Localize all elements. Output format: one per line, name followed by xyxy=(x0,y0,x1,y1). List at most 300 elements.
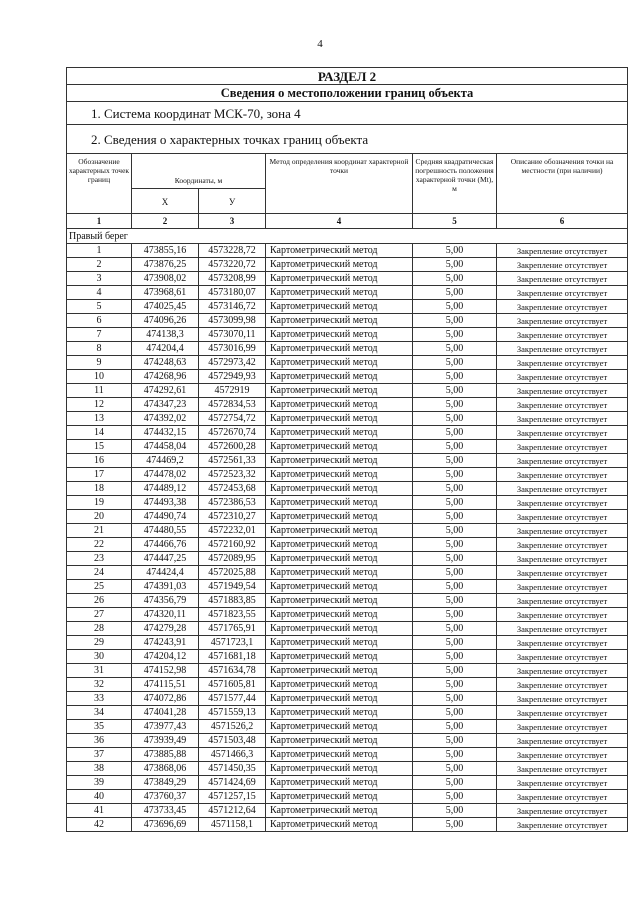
coord-y: 4572453,68 xyxy=(199,482,266,496)
header-y: У xyxy=(199,189,266,214)
method: Картометрический метод xyxy=(266,426,413,440)
description: Закрепление отсутствует xyxy=(497,244,628,258)
description: Закрепление отсутствует xyxy=(497,734,628,748)
table-row xyxy=(67,314,628,328)
point-number: 33 xyxy=(67,692,132,706)
description: Закрепление отсутствует xyxy=(497,762,628,776)
coord-x: 474152,98 xyxy=(132,664,199,678)
coord-x: 474469,2 xyxy=(132,454,199,468)
error-value: 5,00 xyxy=(413,524,497,538)
table-row xyxy=(67,454,628,468)
table-row xyxy=(67,762,628,776)
description: Закрепление отсутствует xyxy=(497,342,628,356)
error-value: 5,00 xyxy=(413,762,497,776)
method: Картометрический метод xyxy=(266,622,413,636)
coord-y: 4573228,72 xyxy=(199,244,266,258)
method: Картометрический метод xyxy=(266,664,413,678)
error-value: 5,00 xyxy=(413,664,497,678)
method: Картометрический метод xyxy=(266,244,413,258)
coord-y: 4571577,44 xyxy=(199,692,266,706)
error-value: 5,00 xyxy=(413,706,497,720)
coord-y: 4573208,99 xyxy=(199,272,266,286)
point-number: 41 xyxy=(67,804,132,818)
coord-x: 474424,4 xyxy=(132,566,199,580)
coord-y: 4571158,1 xyxy=(199,818,266,832)
description: Закрепление отсутствует xyxy=(497,720,628,734)
coord-y: 4572600,28 xyxy=(199,440,266,454)
coord-x: 473977,43 xyxy=(132,720,199,734)
coord-x: 474432,15 xyxy=(132,426,199,440)
description: Закрепление отсутствует xyxy=(497,510,628,524)
coord-y: 4573016,99 xyxy=(199,342,266,356)
error-value: 5,00 xyxy=(413,412,497,426)
coord-x: 473760,37 xyxy=(132,790,199,804)
coord-y: 4572386,53 xyxy=(199,496,266,510)
description: Закрепление отсутствует xyxy=(497,664,628,678)
point-number: 25 xyxy=(67,580,132,594)
coord-y: 4571634,78 xyxy=(199,664,266,678)
coord-x: 474458,04 xyxy=(132,440,199,454)
point-number: 4 xyxy=(67,286,132,300)
coord-x: 473868,06 xyxy=(132,762,199,776)
point-number: 10 xyxy=(67,370,132,384)
coord-x: 474391,03 xyxy=(132,580,199,594)
method: Картометрический метод xyxy=(266,636,413,650)
points-info-item: 2. Сведения о характерных точках границ объекта xyxy=(67,125,628,154)
error-value: 5,00 xyxy=(413,482,497,496)
method: Картометрический метод xyxy=(266,552,413,566)
section-subtitle: Сведения о местоположении границ объекта xyxy=(67,85,628,102)
method: Картометрический метод xyxy=(266,384,413,398)
table-row xyxy=(67,426,628,440)
coord-y: 4573180,07 xyxy=(199,286,266,300)
description: Закрепление отсутствует xyxy=(497,580,628,594)
description: Закрепление отсутствует xyxy=(497,790,628,804)
table-row xyxy=(67,678,628,692)
table-row xyxy=(67,748,628,762)
point-number: 29 xyxy=(67,636,132,650)
error-value: 5,00 xyxy=(413,342,497,356)
method: Картометрический метод xyxy=(266,776,413,790)
method: Картометрический метод xyxy=(266,356,413,370)
error-value: 5,00 xyxy=(413,594,497,608)
point-number: 1 xyxy=(67,244,132,258)
coord-x: 474041,28 xyxy=(132,706,199,720)
table-row xyxy=(67,650,628,664)
method: Картометрический метод xyxy=(266,566,413,580)
coord-x: 474279,28 xyxy=(132,622,199,636)
error-value: 5,00 xyxy=(413,734,497,748)
method: Картометрический метод xyxy=(266,440,413,454)
error-value: 5,00 xyxy=(413,566,497,580)
error-value: 5,00 xyxy=(413,370,497,384)
description: Закрепление отсутствует xyxy=(497,552,628,566)
table-body xyxy=(67,244,628,832)
coord-y: 4572754,72 xyxy=(199,412,266,426)
point-number: 26 xyxy=(67,594,132,608)
point-number: 14 xyxy=(67,426,132,440)
method: Картометрический метод xyxy=(266,678,413,692)
description: Закрепление отсутствует xyxy=(497,454,628,468)
point-number: 38 xyxy=(67,762,132,776)
table-row xyxy=(67,482,628,496)
method: Картометрический метод xyxy=(266,370,413,384)
point-number: 30 xyxy=(67,650,132,664)
column-number: 5 xyxy=(413,214,497,229)
method: Картометрический метод xyxy=(266,538,413,552)
coord-y: 4571823,55 xyxy=(199,608,266,622)
error-value: 5,00 xyxy=(413,356,497,370)
table-row xyxy=(67,496,628,510)
coord-y: 4572670,74 xyxy=(199,426,266,440)
method: Картометрический метод xyxy=(266,496,413,510)
point-number: 24 xyxy=(67,566,132,580)
point-number: 13 xyxy=(67,412,132,426)
coord-x: 474478,02 xyxy=(132,468,199,482)
header-description: Описание обозначения точки на местности (при наличии) xyxy=(497,154,628,214)
coord-x: 473855,16 xyxy=(132,244,199,258)
point-number: 21 xyxy=(67,524,132,538)
table-row xyxy=(67,636,628,650)
coord-y: 4571466,3 xyxy=(199,748,266,762)
error-value: 5,00 xyxy=(413,300,497,314)
coord-x: 474392,02 xyxy=(132,412,199,426)
error-value: 5,00 xyxy=(413,720,497,734)
point-number: 7 xyxy=(67,328,132,342)
description: Закрепление отсутствует xyxy=(497,776,628,790)
method: Картометрический метод xyxy=(266,608,413,622)
point-number: 34 xyxy=(67,706,132,720)
table-row xyxy=(67,398,628,412)
error-value: 5,00 xyxy=(413,398,497,412)
error-value: 5,00 xyxy=(413,818,497,832)
method: Картометрический метод xyxy=(266,692,413,706)
method: Картометрический метод xyxy=(266,818,413,832)
method: Картометрический метод xyxy=(266,650,413,664)
point-number: 22 xyxy=(67,538,132,552)
coord-x: 474447,25 xyxy=(132,552,199,566)
method: Картометрический метод xyxy=(266,748,413,762)
table-row xyxy=(67,692,628,706)
description: Закрепление отсутствует xyxy=(497,524,628,538)
coord-x: 473968,61 xyxy=(132,286,199,300)
header-point-designation: Обозначение характерных точек границ xyxy=(67,154,132,214)
coord-x: 474466,76 xyxy=(132,538,199,552)
coord-x: 474096,26 xyxy=(132,314,199,328)
description: Закрепление отсутствует xyxy=(497,300,628,314)
table-row xyxy=(67,594,628,608)
coord-y: 4572089,95 xyxy=(199,552,266,566)
coord-y: 4571883,85 xyxy=(199,594,266,608)
table-row xyxy=(67,706,628,720)
method: Картометрический метод xyxy=(266,342,413,356)
coord-y: 4573220,72 xyxy=(199,258,266,272)
description: Закрепление отсутствует xyxy=(497,314,628,328)
point-number: 36 xyxy=(67,734,132,748)
coord-x: 474268,96 xyxy=(132,370,199,384)
table-row xyxy=(67,300,628,314)
error-value: 5,00 xyxy=(413,314,497,328)
error-value: 5,00 xyxy=(413,426,497,440)
error-value: 5,00 xyxy=(413,636,497,650)
point-number: 12 xyxy=(67,398,132,412)
method: Картометрический метод xyxy=(266,580,413,594)
description: Закрепление отсутствует xyxy=(497,622,628,636)
description: Закрепление отсутствует xyxy=(497,468,628,482)
coord-x: 474489,12 xyxy=(132,482,199,496)
table-row xyxy=(67,566,628,580)
coord-y: 4572973,42 xyxy=(199,356,266,370)
method: Картометрический метод xyxy=(266,524,413,538)
table-row xyxy=(67,272,628,286)
point-number: 9 xyxy=(67,356,132,370)
coord-y: 4573099,98 xyxy=(199,314,266,328)
error-value: 5,00 xyxy=(413,552,497,566)
coord-x: 473876,25 xyxy=(132,258,199,272)
table-row xyxy=(67,328,628,342)
error-value: 5,00 xyxy=(413,328,497,342)
point-number: 8 xyxy=(67,342,132,356)
method: Картометрический метод xyxy=(266,286,413,300)
boundary-table xyxy=(66,67,628,832)
description: Закрепление отсутствует xyxy=(497,804,628,818)
table-row xyxy=(67,622,628,636)
coord-y: 4572834,53 xyxy=(199,398,266,412)
error-value: 5,00 xyxy=(413,538,497,552)
coord-x: 473939,49 xyxy=(132,734,199,748)
column-number: 1 xyxy=(67,214,132,229)
section-title: РАЗДЕЛ 2 xyxy=(67,68,628,85)
table-row xyxy=(67,384,628,398)
error-value: 5,00 xyxy=(413,384,497,398)
coord-x: 474115,51 xyxy=(132,678,199,692)
coord-x: 474356,79 xyxy=(132,594,199,608)
method: Картометрический метод xyxy=(266,258,413,272)
point-number: 6 xyxy=(67,314,132,328)
coord-x: 474320,11 xyxy=(132,608,199,622)
description: Закрепление отсутствует xyxy=(497,692,628,706)
coord-y: 4571212,64 xyxy=(199,804,266,818)
description: Закрепление отсутствует xyxy=(497,706,628,720)
description: Закрепление отсутствует xyxy=(497,818,628,832)
column-number: 3 xyxy=(199,214,266,229)
description: Закрепление отсутствует xyxy=(497,594,628,608)
method: Картометрический метод xyxy=(266,272,413,286)
coord-y: 4572561,33 xyxy=(199,454,266,468)
point-number: 19 xyxy=(67,496,132,510)
table-row xyxy=(67,286,628,300)
coord-x: 474493,38 xyxy=(132,496,199,510)
description: Закрепление отсутствует xyxy=(497,496,628,510)
error-value: 5,00 xyxy=(413,678,497,692)
error-value: 5,00 xyxy=(413,440,497,454)
method: Картометрический метод xyxy=(266,762,413,776)
header-coordinates: Координаты, м xyxy=(132,154,266,189)
coord-x: 473849,29 xyxy=(132,776,199,790)
group-label: Правый берег xyxy=(67,229,628,244)
description: Закрепление отсутствует xyxy=(497,272,628,286)
coord-y: 4571526,2 xyxy=(199,720,266,734)
error-value: 5,00 xyxy=(413,748,497,762)
table-row xyxy=(67,244,628,258)
point-number: 32 xyxy=(67,678,132,692)
table-row xyxy=(67,538,628,552)
coord-y: 4572949,93 xyxy=(199,370,266,384)
coord-y: 4571503,48 xyxy=(199,734,266,748)
error-value: 5,00 xyxy=(413,776,497,790)
error-value: 5,00 xyxy=(413,608,497,622)
table-row xyxy=(67,342,628,356)
coord-y: 4571424,69 xyxy=(199,776,266,790)
coord-x: 474248,63 xyxy=(132,356,199,370)
method: Картометрический метод xyxy=(266,706,413,720)
error-value: 5,00 xyxy=(413,580,497,594)
coord-y: 4571559,13 xyxy=(199,706,266,720)
page-number: 4 xyxy=(317,38,323,50)
description: Закрепление отсутствует xyxy=(497,398,628,412)
point-number: 27 xyxy=(67,608,132,622)
point-number: 11 xyxy=(67,384,132,398)
coord-y: 4573070,11 xyxy=(199,328,266,342)
coord-y: 4572523,32 xyxy=(199,468,266,482)
point-number: 37 xyxy=(67,748,132,762)
coord-y: 4571450,35 xyxy=(199,762,266,776)
header-method: Метод определения координат характерной точки xyxy=(266,154,413,214)
description: Закрепление отсутствует xyxy=(497,678,628,692)
coord-y: 4572160,92 xyxy=(199,538,266,552)
description: Закрепление отсутствует xyxy=(497,258,628,272)
table-row xyxy=(67,412,628,426)
coord-x: 474490,74 xyxy=(132,510,199,524)
coord-x: 473696,69 xyxy=(132,818,199,832)
coord-y: 4571949,54 xyxy=(199,580,266,594)
method: Картометрический метод xyxy=(266,300,413,314)
description: Закрепление отсутствует xyxy=(497,440,628,454)
description: Закрепление отсутствует xyxy=(497,636,628,650)
coord-y: 4573146,72 xyxy=(199,300,266,314)
point-number: 2 xyxy=(67,258,132,272)
method: Картометрический метод xyxy=(266,510,413,524)
coord-y: 4571681,18 xyxy=(199,650,266,664)
error-value: 5,00 xyxy=(413,622,497,636)
point-number: 28 xyxy=(67,622,132,636)
header-error: Средняя квадратическая погрешность положения характерной точки (Mt), м xyxy=(413,154,497,214)
point-number: 17 xyxy=(67,468,132,482)
point-number: 5 xyxy=(67,300,132,314)
point-number: 3 xyxy=(67,272,132,286)
point-number: 40 xyxy=(67,790,132,804)
description: Закрепление отсутствует xyxy=(497,328,628,342)
point-number: 35 xyxy=(67,720,132,734)
coord-x: 474138,3 xyxy=(132,328,199,342)
table-row xyxy=(67,776,628,790)
coord-y: 4572310,27 xyxy=(199,510,266,524)
table-row xyxy=(67,790,628,804)
header-x: X xyxy=(132,189,199,214)
error-value: 5,00 xyxy=(413,496,497,510)
coord-x: 473733,45 xyxy=(132,804,199,818)
coord-x: 474025,45 xyxy=(132,300,199,314)
coord-y: 4571257,15 xyxy=(199,790,266,804)
coord-y: 4572919 xyxy=(199,384,266,398)
coord-x: 474204,4 xyxy=(132,342,199,356)
point-number: 15 xyxy=(67,440,132,454)
description: Закрепление отсутствует xyxy=(497,748,628,762)
point-number: 18 xyxy=(67,482,132,496)
table-row xyxy=(67,664,628,678)
error-value: 5,00 xyxy=(413,244,497,258)
table-row xyxy=(67,720,628,734)
table-row xyxy=(67,524,628,538)
coord-y: 4571765,91 xyxy=(199,622,266,636)
error-value: 5,00 xyxy=(413,454,497,468)
table-row xyxy=(67,258,628,272)
coordinate-system-item: 1. Система координат МСК-70, зона 4 xyxy=(67,102,628,125)
method: Картометрический метод xyxy=(266,720,413,734)
error-value: 5,00 xyxy=(413,510,497,524)
table-row xyxy=(67,608,628,622)
description: Закрепление отсутствует xyxy=(497,426,628,440)
description: Закрепление отсутствует xyxy=(497,566,628,580)
error-value: 5,00 xyxy=(413,692,497,706)
coord-x: 473908,02 xyxy=(132,272,199,286)
description: Закрепление отсутствует xyxy=(497,482,628,496)
method: Картометрический метод xyxy=(266,454,413,468)
table-row xyxy=(67,734,628,748)
column-number: 4 xyxy=(266,214,413,229)
description: Закрепление отсутствует xyxy=(497,286,628,300)
description: Закрепление отсутствует xyxy=(497,608,628,622)
method: Картометрический метод xyxy=(266,482,413,496)
method: Картометрический метод xyxy=(266,412,413,426)
method: Картометрический метод xyxy=(266,790,413,804)
table-row xyxy=(67,552,628,566)
description: Закрепление отсутствует xyxy=(497,538,628,552)
description: Закрепление отсутствует xyxy=(497,356,628,370)
coord-x: 474347,23 xyxy=(132,398,199,412)
coord-x: 474243,91 xyxy=(132,636,199,650)
error-value: 5,00 xyxy=(413,468,497,482)
error-value: 5,00 xyxy=(413,804,497,818)
table-row xyxy=(67,804,628,818)
description: Закрепление отсутствует xyxy=(497,412,628,426)
point-number: 42 xyxy=(67,818,132,832)
method: Картометрический метод xyxy=(266,328,413,342)
point-number: 23 xyxy=(67,552,132,566)
table-row xyxy=(67,356,628,370)
error-value: 5,00 xyxy=(413,258,497,272)
error-value: 5,00 xyxy=(413,286,497,300)
table-row xyxy=(67,440,628,454)
coord-x: 474480,55 xyxy=(132,524,199,538)
point-number: 31 xyxy=(67,664,132,678)
table-row xyxy=(67,370,628,384)
coord-x: 473885,88 xyxy=(132,748,199,762)
boundary-section xyxy=(66,67,627,832)
method: Картометрический метод xyxy=(266,734,413,748)
method: Картометрический метод xyxy=(266,594,413,608)
column-number-row xyxy=(67,214,628,229)
coord-y: 4571723,1 xyxy=(199,636,266,650)
method: Картометрический метод xyxy=(266,314,413,328)
coord-x: 474292,61 xyxy=(132,384,199,398)
column-number: 2 xyxy=(132,214,199,229)
error-value: 5,00 xyxy=(413,650,497,664)
coord-x: 474072,86 xyxy=(132,692,199,706)
coord-x: 474204,12 xyxy=(132,650,199,664)
method: Картометрический метод xyxy=(266,398,413,412)
description: Закрепление отсутствует xyxy=(497,650,628,664)
